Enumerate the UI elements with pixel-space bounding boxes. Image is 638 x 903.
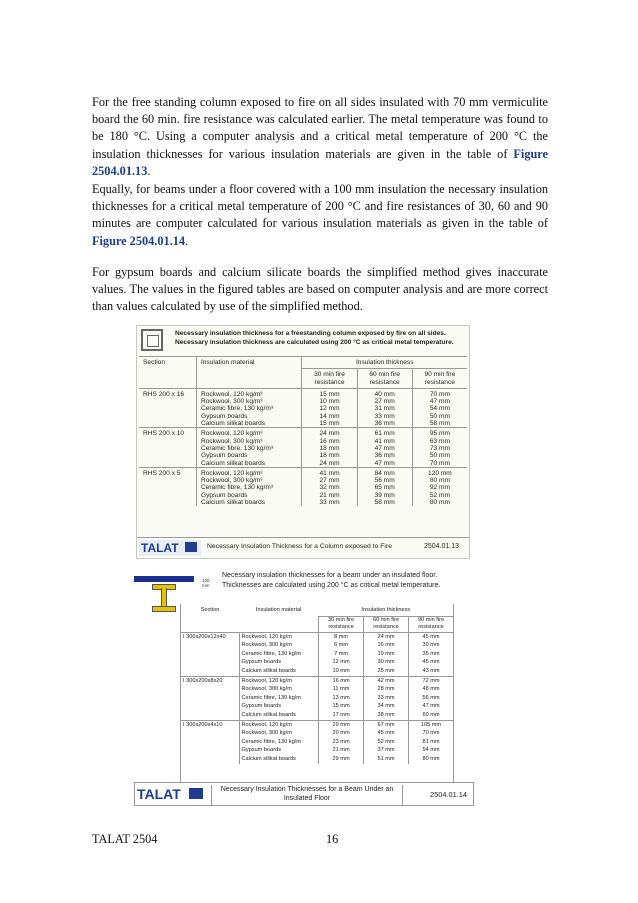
figure-footer xyxy=(137,537,469,558)
value-30min: 16 mm 11 mm 13 mm 15 mm 17 mm xyxy=(319,676,364,720)
material-cell: Rockwool, 120 kg/m Rockwool, 300 kg/m Ceramic fibre, 130 kg/m Gypsum boards Calcium silikat boards xyxy=(239,676,319,720)
value-90min: 95 mm 63 mm 73 mm 50 mm 70 mm xyxy=(412,428,467,467)
material-cell: Rockwool, 120 kg/m³ Rockwool, 300 kg/m³ Ceramic fibre, 130 kg/m³ Gypsum boards Calcium silikat boards xyxy=(196,388,302,427)
value-60min: 40 mm 27 mm 31 mm 33 mm 36 mm xyxy=(357,388,412,427)
figure-caption: Necessary Insulation Thicknesses for a Beam Under an Insulated Floor xyxy=(211,785,403,805)
figure-number: 2504.01.13 xyxy=(423,543,459,550)
figure-reference-link[interactable]: Figure 2504.01.14 xyxy=(92,233,186,248)
value-90min: 120 mm 80 mm 92 mm 52 mm 80 mm xyxy=(412,467,467,506)
value-30min: 41 mm 27 mm 32 mm 21 mm 33 mm xyxy=(302,467,357,506)
talat-logo xyxy=(139,540,201,556)
material-cell: Rockwool, 120 kg/m³ Rockwool, 300 kg/m³ Ceramic fibre, 130 kg/m³ Gypsum boards Calcium silikat boards xyxy=(196,428,302,467)
value-90min: 105 mm 70 mm 81 mm 54 mm 80 mm xyxy=(409,720,453,763)
figure-title-line: Thicknesses are calculated using 200 °C as critical metal temperature. xyxy=(222,581,441,589)
section-cell: RHS 200 x 10 xyxy=(139,428,196,467)
figure-title-line: Necessary insulation thickness are calculated using 200 °C as critical metal temperature. xyxy=(175,339,454,346)
talat-logo-text: TALAT xyxy=(141,541,179,555)
value-90min: 45 mm 30 mm 35 mm 45 mm 43 mm xyxy=(409,632,453,676)
figure-beam-table xyxy=(134,568,474,806)
table-frame xyxy=(180,604,454,782)
figure-reference-link[interactable]: Figure 2504.01.13 xyxy=(92,146,548,178)
talat-logo-text: TALAT xyxy=(137,786,181,802)
figure-title xyxy=(222,571,472,590)
figure-caption: Necessary Insulation Thickness for a Column exposed to Fire xyxy=(207,543,392,550)
header-60min: 60 min fire resistance xyxy=(364,617,409,633)
figure-footer xyxy=(134,782,474,806)
section-cell: RHS 200 x 16 xyxy=(139,388,196,427)
figure-header xyxy=(137,326,469,354)
beam-web xyxy=(161,588,167,606)
value-30min: 29 mm 20 mm 23 mm 21 mm 29 mm xyxy=(319,720,364,763)
figure-title xyxy=(175,329,465,347)
header-30min: 30 min fire resistance xyxy=(319,617,364,633)
figure-column-table xyxy=(136,325,470,559)
talat-logo xyxy=(137,786,209,803)
value-60min: 84 mm 56 mm 65 mm 39 mm 58 mm xyxy=(357,467,412,506)
page-number: 16 xyxy=(326,832,339,846)
figure-number: 2504.01.14 xyxy=(430,790,467,799)
header-section: Section xyxy=(139,357,196,389)
value-90min: 72 mm 48 mm 56 mm 47 mm 60 mm xyxy=(409,676,453,720)
header-60min: 60 min fire resistance xyxy=(357,369,412,389)
material-cell: Rockwool, 120 kg/m Rockwool, 300 kg/m Ceramic fibre, 130 kg/m Gypsum boards Calcium silikat boards xyxy=(239,632,319,676)
material-cell: Rockwool, 120 kg/m Rockwool, 300 kg/m Ceramic fibre, 130 kg/m Gypsum boards Calcium silikat boards xyxy=(239,720,319,763)
header-material: Insulation material xyxy=(196,357,302,389)
value-60min: 67 mm 45 mm 52 mm 37 mm 51 mm xyxy=(364,720,409,763)
header-30min: 30 min fire resistance xyxy=(302,369,357,389)
floor-slab xyxy=(134,576,194,582)
insulation-table xyxy=(139,356,467,506)
table-row xyxy=(181,720,453,763)
paragraph-beam: Equally, for beams under a floor covered with a 100 mm insulation the necessary insulation thicknesses for a critical metal temperature of 200 °C and fire resistances of 30, 60 and 90 minutes are computer calculated for various insulation materials as given in the table of Figure 2504.01.14. xyxy=(92,182,548,248)
section-cell: I 300x200x4x10 xyxy=(181,720,239,763)
header-90min: 90 min fire resistance xyxy=(412,369,467,389)
insulation-table xyxy=(181,604,453,764)
paragraph-column: For the free standing column exposed to fire on all sides insulated with 70 mm vermiculite board the 60 min. fire resistance was calculated earlier. The metal temperature was found to be 180 °C. Using a computer analysis and a critical metal temperature of 200 °C the insulation thicknesses for various insulation materials are given in the table of Figure 2504.01.13. xyxy=(92,95,548,178)
figure-title-line: Necessary insulation thickness for a freestanding column exposed by fire on all sides. xyxy=(175,330,446,337)
material-cell: Rockwool, 120 kg/m³ Rockwool, 300 kg/m³ Ceramic fibre, 130 kg/m³ Gypsum boards Calcium silikat boards xyxy=(196,467,302,506)
header-thickness: Insulation thickness xyxy=(319,604,453,617)
paragraph-boards: For gypsum boards and calcium silicate boards the simplified method gives inaccurate values. The values in the figured tables are based on computer analysis and are more correct than values calculated by use of the simplified method. xyxy=(92,265,548,314)
table-row xyxy=(139,388,467,427)
section-cell: RHS 200 x 5 xyxy=(139,467,196,506)
talat-logo-icon xyxy=(185,542,197,552)
table-row xyxy=(181,676,453,720)
header-90min: 90 min fire resistance xyxy=(409,617,453,633)
value-90min: 70 mm 47 mm 54 mm 50 mm 58 mm xyxy=(412,388,467,427)
value-60min: 24 mm 16 mm 19 mm 30 mm 25 mm xyxy=(364,632,409,676)
dimension-label: 100 mm xyxy=(202,578,210,588)
column-section-icon xyxy=(141,329,163,351)
document-id: TALAT 2504 xyxy=(92,832,158,846)
value-60min: 42 mm 28 mm 33 mm 34 mm 38 mm xyxy=(364,676,409,720)
talat-logo-icon xyxy=(189,788,203,799)
figure-title-line: Necessary insulation thicknesses for a beam under an insulated floor. xyxy=(222,572,438,579)
section-cell: I 300x200x12x40 xyxy=(181,632,239,676)
header-material: Insulation material xyxy=(239,604,319,632)
table-row xyxy=(139,428,467,467)
section-cell: I 300x200x8x20 xyxy=(181,676,239,720)
value-30min: 15 mm 10 mm 12 mm 14 mm 15 mm xyxy=(302,388,357,427)
paragraph-beam-text: Equally, for beams under a floor covered with a 100 mm insulation the necessary insulation thicknesses for a critical metal temperature of 200 °C and fire resistances of 30, 60 and 90 minutes are computer calculated for various insulation materials as given in the table of xyxy=(92,182,548,231)
value-60min: 61 mm 41 mm 47 mm 36 mm 47 mm xyxy=(357,428,412,467)
beam-bottom-flange xyxy=(152,606,176,612)
value-30min: 24 mm 16 mm 18 mm 18 mm 24 mm xyxy=(302,428,357,467)
value-30min: 8 mm 6 mm 7 mm 12 mm 10 mm xyxy=(319,632,364,676)
header-thickness: Insulation thickness xyxy=(302,357,467,369)
paragraph-column-text: For the free standing column exposed to fire on all sides insulated with 70 mm vermiculite board the 60 min. fire resistance was calculated earlier. The metal temperature was found to be 180 °C. Using a computer analysis and a critical metal temperature of 200 °C the insulation thicknesses for various insulation materials are given in the table of xyxy=(92,95,548,161)
header-section: Section xyxy=(181,604,239,632)
table-row xyxy=(181,632,453,676)
table-row xyxy=(139,467,467,506)
